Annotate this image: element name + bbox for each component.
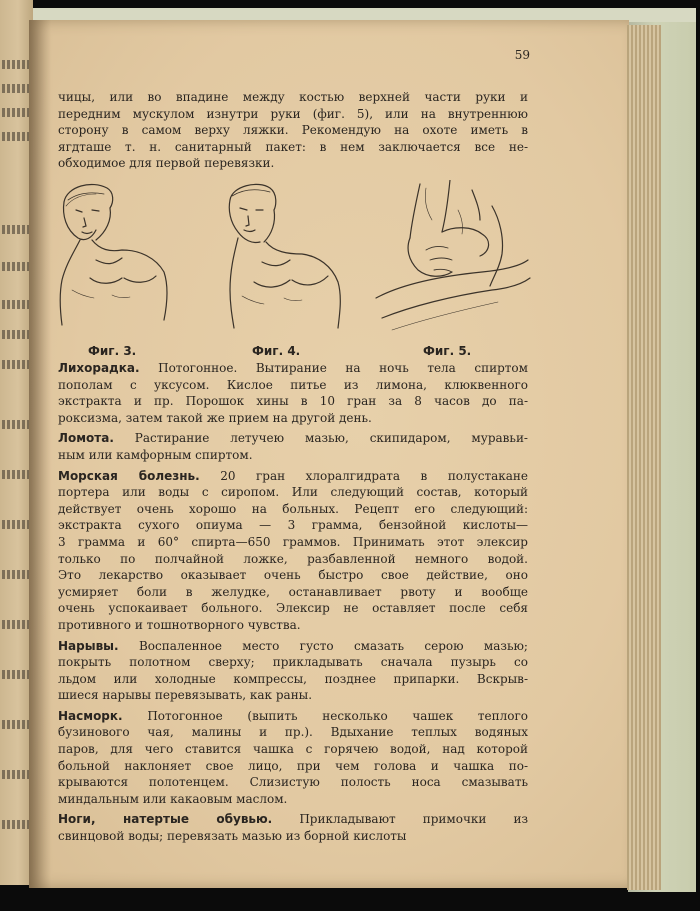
text-line: экстракта и пр. Порошок хины в 10 гран за 8 часов до па- [58, 394, 528, 409]
entry-term: Лихорадка. [58, 361, 140, 375]
figure-5-illustration [372, 180, 532, 335]
text-line: ягдташе т. н. санитарный пакет: в нем заключается все не- [58, 139, 528, 154]
text-line: чицы, или во впадине между костью верхней части руки и [58, 90, 528, 104]
figure-5-caption: Фиг. 5. [423, 344, 472, 358]
text-line: Ноги, натертые обувью. Прикладывают примочки из [58, 812, 528, 827]
text-line: Нарывы. Воспаленное место густо смазать серою мазью; [58, 638, 528, 653]
text-line: Лихорадка. Потогонное. Вытирание на ночь тела спиртом [58, 361, 528, 375]
text-line: только по полчайной ложке, разбавленной немного водой. [58, 551, 528, 566]
text-line: передним мускулом изнутри руки (фиг. 5), или на внутреннюю [58, 106, 528, 121]
text-line: ным или камфорным спиртом. [58, 447, 253, 462]
figure-4-caption: Фиг. 4. [252, 344, 301, 358]
text-line: экстракта сухого опиума — 3 грамма, бензойной кислоты— [58, 518, 528, 533]
text-line: бузинового чая, малины и пр.). Вдыхание теплых водяных [58, 725, 528, 740]
text-line: 3 грамма и 60° спирта—650 граммов. Принимать этот элексир [58, 534, 528, 549]
figure-3-illustration [52, 180, 177, 330]
text-line: шиеся нарывы перевязывать, как раны. [58, 688, 313, 703]
entry-term: Ломота. [58, 431, 114, 446]
text-line: Насморк. Потогонное (выпить несколько чашек теплого [58, 708, 528, 723]
text-line: портера или воды с сиропом. Или следующий состав, который [58, 485, 528, 500]
text-line: пополам с уксусом. Кислое питье из лимона, клюквенного [58, 377, 528, 392]
text-line: роксизма, затем такой же прием на другой день. [58, 410, 372, 425]
text-line: сторону в самом верху ляжки. Рекомендую на охоте иметь в [58, 123, 528, 138]
text-line: противного и тошнотворного чувства. [58, 617, 301, 632]
text-line: паров, для чего ставится чашка с горячею водой, над которой [58, 742, 528, 757]
page-number: 59 [514, 48, 530, 62]
figure-4-illustration [218, 180, 348, 330]
entry-term: Ноги, натертые обувью. [58, 812, 273, 827]
entry-term: Морская болезнь. [58, 468, 200, 483]
text-line: Это лекарство оказывает очень быстро свое действие, оно [58, 568, 528, 583]
intro-paragraph [58, 89, 528, 172]
entry-term: Нарывы. [58, 638, 119, 653]
text-line: свинцовой воды; перевязать мазью из борной кислоты [58, 829, 407, 844]
text-line: миндальным или какаовым маслом. [58, 791, 288, 806]
text-line: Ломота. Растирание летучею мазью, скипидаром, муравьи- [58, 431, 528, 446]
text-line: Морская болезнь. 20 гран хлоралгидрата в полустакане [58, 468, 528, 483]
text-line: льдом или холодные компрессы, позднее припарки. Вскрыв- [58, 671, 528, 686]
text-line: усмиряет боли в желудке, останавливает рвоту и вообще [58, 584, 528, 599]
gutter-shadow [29, 20, 51, 888]
figure-3-caption: Фиг. 3. [88, 344, 137, 358]
text-line: больной наклоняет свое лицо, при чем голова и чашка по- [58, 758, 528, 773]
entry-term: Насморк. [58, 708, 123, 723]
entries-body [58, 360, 528, 845]
page-stack-edges [627, 25, 661, 890]
text-line: действует очень хорошо на больных. Рецепт его следующий: [58, 501, 528, 516]
text-line: очень успокаивает больного. Элексир не оставляет после себя [58, 601, 528, 616]
text-line: обходимое для первой перевязки. [58, 156, 275, 171]
text-line: крываются полотенцем. Слизистую полость носа смазывать [58, 775, 528, 790]
text-line: покрыть полотном сверху; прикладывать сначала пузырь со [58, 655, 528, 670]
